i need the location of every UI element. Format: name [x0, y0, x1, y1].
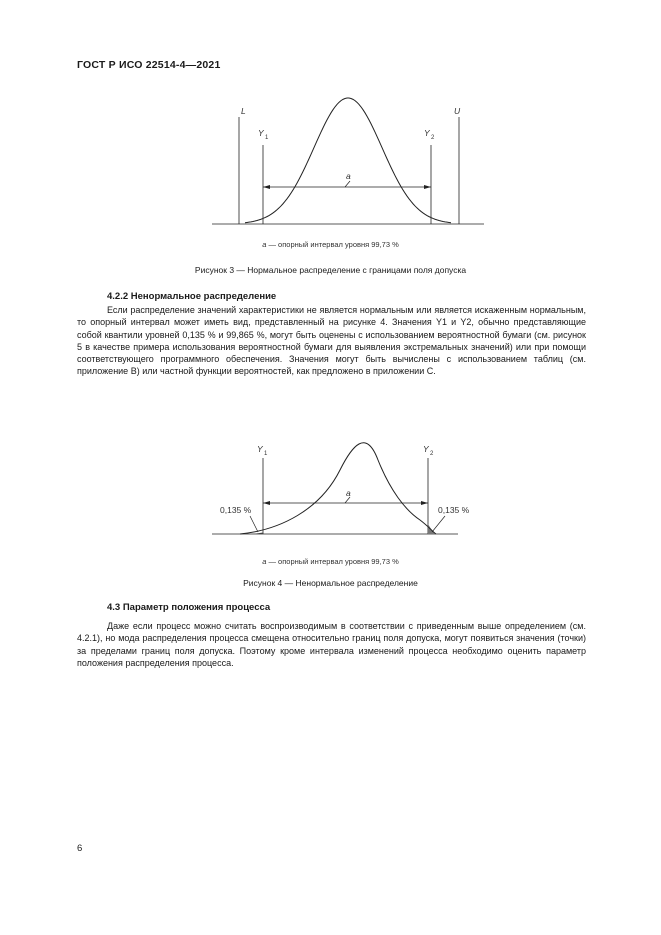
label-Y2: Y	[424, 128, 430, 138]
figure-4-note	[0, 557, 661, 566]
label-Y1: Y	[258, 128, 264, 138]
label-Y1-sub: 1	[264, 451, 268, 457]
arrowhead-right	[424, 185, 431, 189]
skewed-curve	[240, 443, 436, 534]
standard-header: ГОСТ Р ИСО 22514-4—2021	[77, 59, 221, 71]
figure-3	[0, 95, 661, 235]
figure-3-note	[0, 240, 661, 249]
figure-3-diagram	[0, 95, 661, 235]
label-a: a	[346, 488, 351, 498]
leader-line-a	[345, 181, 350, 187]
note-symbol: a	[262, 557, 267, 566]
figure-4-diagram	[0, 440, 661, 550]
tail-label-left: 0,135 %	[220, 505, 252, 515]
arrowhead-right	[421, 501, 428, 505]
label-U: U	[454, 106, 461, 116]
note-text: — опорный интервал уровня 99,73 %	[266, 240, 399, 249]
section-paragraph-4-3: Даже если процесс можно считать воспроизводимым в соответствии с приведенным выше определением (см. 4.2.1), но мода распределения процесса смещена относительно границ поля допуска, могут появиться значения (точки) за пределами границ поля допуска. Поэтому кроме интервала изменений процесса необходимо оценить параметр положения распределения процесса.	[77, 621, 586, 668]
figure-3-caption: Рисунок 3 — Нормальное распределение с границами поля допуска	[194, 265, 467, 275]
label-Y2-sub: 2	[431, 135, 435, 141]
page-number: 6	[77, 843, 83, 854]
leader-line-left	[250, 516, 258, 532]
section-heading-4-2-2: 4.2.2 Ненормальное распределение	[107, 291, 277, 302]
label-a: a	[346, 171, 351, 181]
section-heading-4-3: 4.3 Параметр положения процесса	[107, 602, 271, 613]
leader-line-right	[432, 516, 445, 532]
note-symbol: a	[262, 240, 267, 249]
figure-4	[0, 440, 661, 550]
figure-4-caption: Рисунок 4 — Ненормальное распределение	[243, 578, 418, 588]
label-L: L	[241, 106, 246, 116]
tail-label-right: 0,135 %	[438, 505, 470, 515]
label-Y1: Y	[257, 444, 263, 454]
label-Y1-sub: 1	[265, 135, 269, 141]
arrowhead-left	[263, 501, 270, 505]
normal-curve	[245, 98, 451, 223]
arrowhead-left	[263, 185, 270, 189]
section-paragraph-4-2-2: Если распределение значений характеристики не является нормальным или является искаженным нормальным, то опорный интервал может иметь вид, представленный на рисунке 4. Значения Y1 и Y2, обычно представляющие собой квантили уровней 0,135 % и 99,865 %, могут быть оценены с использованием вероятностной бумаги (см. рисунок 5 в качестве примера использования вероятностной бумаги для выявления экстремальных значений) или при помощи соответствующего программного обеспечения. Значения могут быть вычислены с использованием таблиц (см. приложение В) или частной функции вероятностей, как предложено в приложении С.	[77, 305, 586, 377]
label-Y2-sub: 2	[430, 451, 434, 457]
note-text: — опорный интервал уровня 99,73 %	[266, 557, 399, 566]
label-Y2: Y	[423, 444, 429, 454]
